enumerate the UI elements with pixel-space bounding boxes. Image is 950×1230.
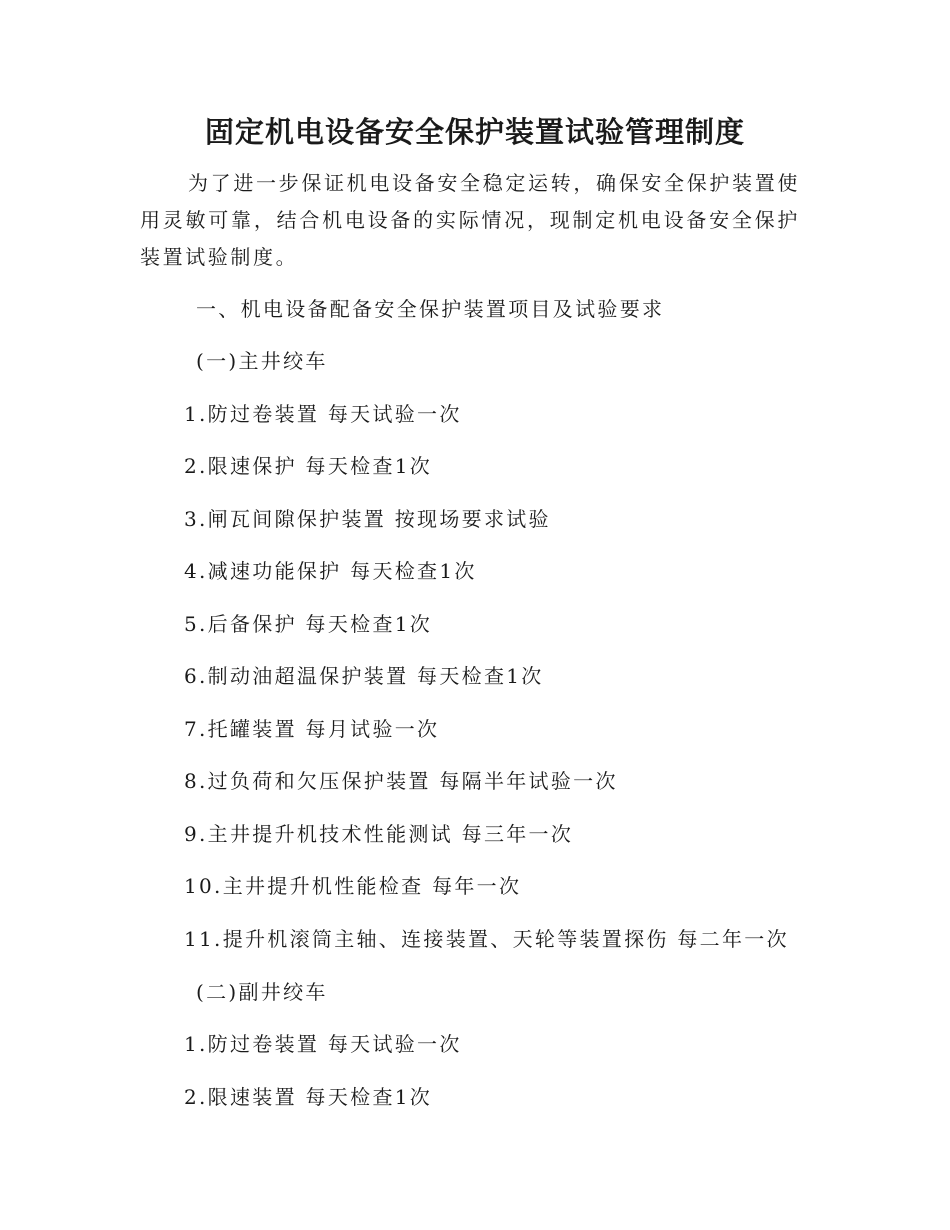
list-item: 5.后备保护 每天检查1次 (184, 612, 433, 636)
list-item: 7.托罐装置 每月试验一次 (184, 717, 440, 741)
subsection-heading-auxiliary-shaft: (二)副井绞车 (196, 980, 328, 1004)
list-item: 3.闸瓦间隙保护装置 按现场要求试验 (184, 507, 551, 531)
section-heading: 一、机电设备配备安全保护装置项目及试验要求 (196, 297, 665, 321)
list-item: 2.限速保护 每天检查1次 (184, 454, 433, 478)
document-title: 固定机电设备安全保护装置试验管理制度 (204, 115, 745, 149)
list-item: 2.限速装置 每天检查1次 (184, 1085, 433, 1109)
list-item: 6.制动油超温保护装置 每天检查1次 (184, 664, 544, 688)
list-item: 8.过负荷和欠压保护装置 每隔半年试验一次 (184, 769, 618, 793)
list-item: 10.主井提升机性能检查 每年一次 (184, 874, 522, 898)
intro-paragraph: 为了进一步保证机电设备安全稳定运转，确保安全保护装置使用灵敏可靠，结合机电设备的实际情况，现制定机电设备安全保护装置试验制度。 (140, 171, 800, 269)
list-item: 1.防过卷装置 每天试验一次 (184, 402, 462, 426)
subsection-heading-main-shaft: (一)主井绞车 (196, 349, 328, 373)
list-item: 11.提升机滚筒主轴、连接装置、天轮等装置探伤 每二年一次 (184, 927, 789, 951)
list-item: 1.防过卷装置 每天试验一次 (184, 1032, 462, 1056)
list-item: 9.主井提升机技术性能测试 每三年一次 (184, 822, 574, 846)
list-item: 4.减速功能保护 每天检查1次 (184, 559, 477, 583)
